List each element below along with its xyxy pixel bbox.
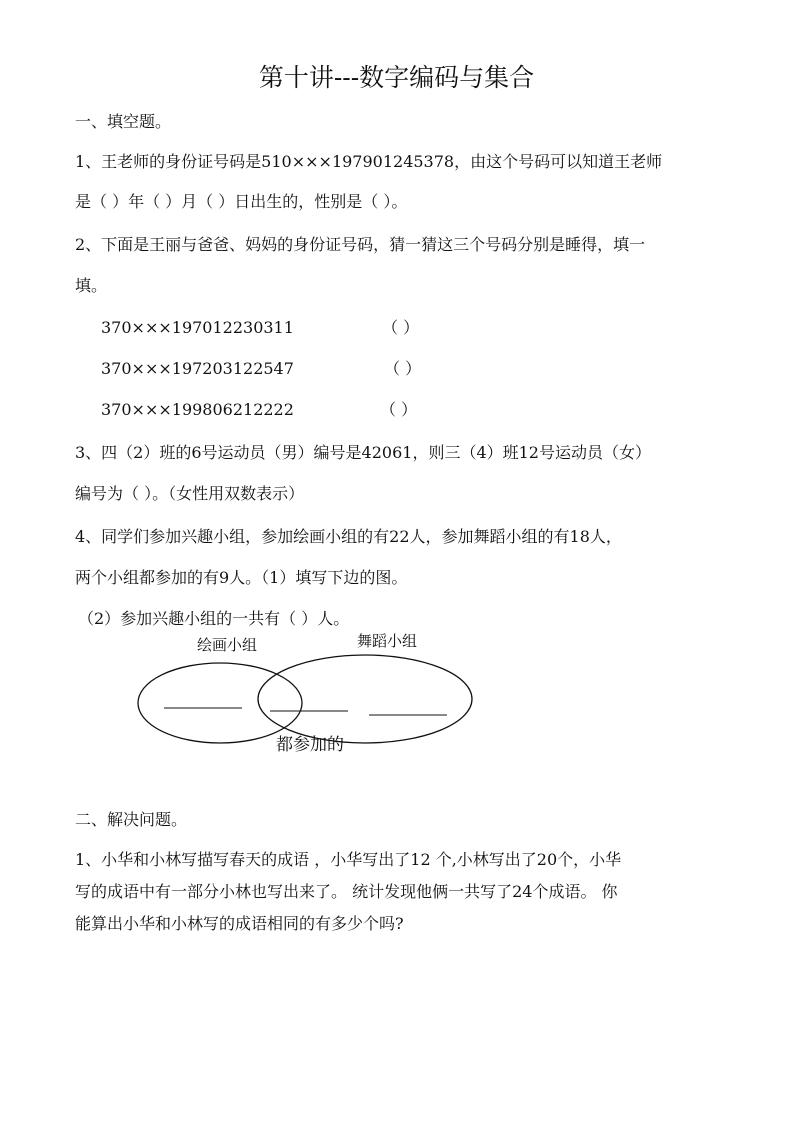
venn-right-label: 舞蹈小组 bbox=[357, 632, 418, 650]
id-number-2: 370×××197203122547 bbox=[101, 359, 294, 378]
q1-line2: 是（ ）年（ ）月（ ）日出生的，性别是（ ）。 bbox=[75, 192, 408, 211]
answer-paren-2: （ ） bbox=[384, 359, 422, 378]
id-number-1: 370×××197012230311 bbox=[101, 318, 294, 337]
s2-q1-line3: 能算出小华和小林写的成语相同的有多少个吗? bbox=[75, 914, 404, 933]
venn-left-circle bbox=[138, 663, 302, 743]
q2-line1: 2、下面是王丽与爸爸、妈妈的身份证号码，猜一猜这三个号码分别是睡得，填一 bbox=[75, 235, 646, 254]
q4-line1: 4、同学们参加兴趣小组，参加绘画小组的有22人，参加舞蹈小组的有18人， bbox=[75, 527, 622, 546]
q3-line1: 3、四（2）班的6号运动员（男）编号是42061，则三（4）班12号运动员（女） bbox=[75, 443, 651, 462]
venn-overlap-label: 都参加的 bbox=[276, 735, 344, 755]
answer-paren-3: （ ） bbox=[380, 400, 418, 419]
page-title: 第十讲---数字编码与集合 bbox=[258, 63, 535, 92]
answer-paren-1: （ ） bbox=[382, 318, 420, 337]
s2-q1-line1: 1、小华和小林写描写春天的成语 ，小华写出了12 个,小林写出了20个，小华 bbox=[75, 850, 622, 869]
s2-q1-line2: 写的成语中有一部分小林也写出来了。 统计发现他俩一共写了24个成语。 你 bbox=[75, 882, 618, 901]
section2-heading: 二、解决问题。 bbox=[75, 810, 188, 829]
q4-line3: （2）参加兴趣小组的一共有（ ）人。 bbox=[78, 609, 350, 628]
q2-line2: 填。 bbox=[75, 276, 108, 295]
q4-line2: 两个小组都参加的有9人。（1）填写下边的图。 bbox=[75, 568, 408, 587]
id-number-3: 370×××199806212222 bbox=[101, 400, 294, 419]
venn-left-label: 绘画小组 bbox=[197, 636, 258, 654]
q1-line1: 1、王老师的身份证号码是510×××197901245378，由这个号码可以知道王老师 bbox=[75, 152, 663, 171]
section1-heading: 一、填空题。 bbox=[75, 112, 172, 131]
venn-right-circle bbox=[258, 655, 472, 743]
q3-line2: 编号为（ ）。（女性用双数表示） bbox=[75, 484, 305, 503]
